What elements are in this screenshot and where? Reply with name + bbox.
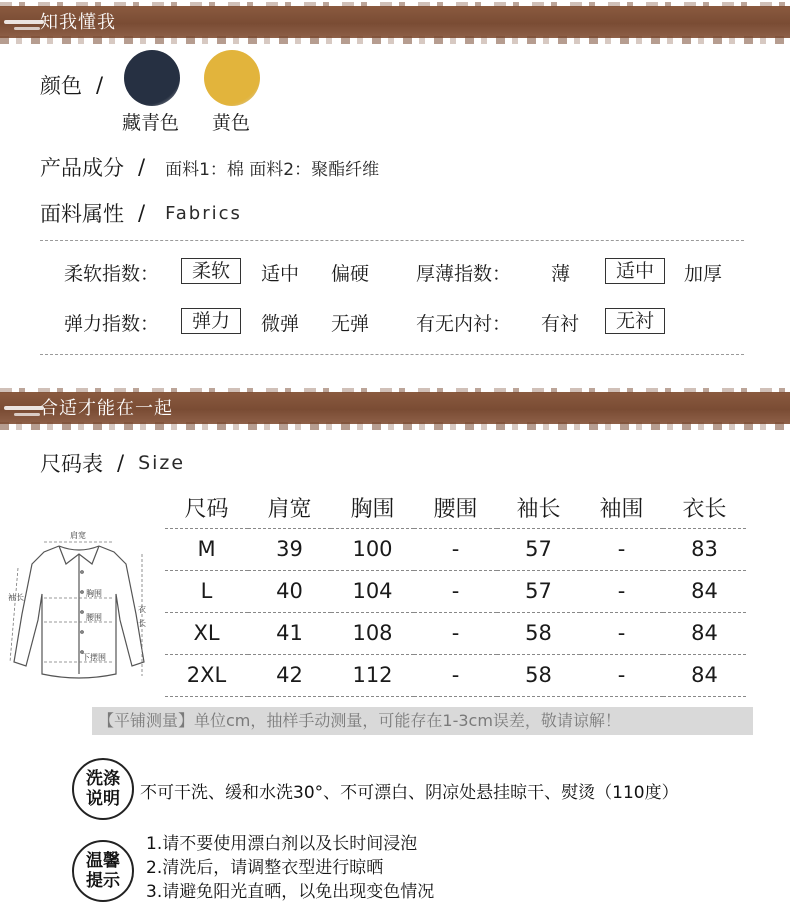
list-item: 3.请避免阳光直晒，以免出现变色情况: [146, 882, 435, 902]
diagram-label-hem: 下摆围: [82, 653, 106, 662]
table-cell: 84: [663, 612, 746, 654]
divider: [40, 240, 744, 241]
size-chart-en: Size: [138, 452, 186, 474]
elasticity-option-elastic: 弹力: [181, 308, 241, 334]
table-cell: 58: [497, 654, 580, 696]
table-cell: -: [580, 570, 663, 612]
softness-option-soft: 柔软: [181, 258, 241, 284]
lining-option-no: 无衬: [605, 308, 665, 334]
table-header-row: [165, 488, 746, 528]
separator-slash: /: [117, 451, 125, 475]
size-chart-heading: [40, 448, 185, 478]
table-cell: -: [414, 612, 497, 654]
banner-title: 合适才能在一起: [40, 398, 173, 419]
section-banner-fit: [0, 386, 790, 436]
size-table: [165, 488, 746, 697]
table-cell: 112: [331, 654, 414, 696]
care-text: 不可干洗、缓和水洗30°、不可漂白、阴凉处悬挂晾干、熨烫（110度）: [140, 783, 679, 803]
elasticity-option-slight: 微弹: [261, 313, 300, 335]
tips-badge: [72, 840, 134, 902]
table-header: 胸围: [331, 488, 414, 528]
table-cell: 57: [497, 528, 580, 570]
table-header: 尺码: [165, 488, 248, 528]
table-cell: -: [414, 528, 497, 570]
table-cell: 41: [248, 612, 331, 654]
softness-label: 柔软指数：: [64, 263, 160, 285]
table-header: 衣长: [663, 488, 746, 528]
table-cell: 57: [497, 570, 580, 612]
shirt-measurement-diagram: [4, 524, 154, 694]
fabric-label: 面料属性: [40, 202, 124, 226]
diagram-label-length: 长: [138, 619, 146, 628]
color-swatch-yellow[interactable]: [204, 50, 260, 106]
table-cell: -: [580, 612, 663, 654]
diagram-label-sleeve: 袖长: [8, 593, 24, 602]
separator-slash: /: [138, 155, 146, 179]
color-label: 颜色: [40, 74, 82, 98]
table-row: [165, 654, 746, 696]
diagram-label-length: 衣: [138, 605, 146, 614]
table-cell: 2XL: [165, 654, 248, 696]
color-swatch-navy[interactable]: [124, 50, 180, 106]
lining-option-yes: 有衬: [541, 313, 580, 335]
color-row: [40, 70, 117, 100]
table-cell: 40: [248, 570, 331, 612]
thickness-option-thick: 加厚: [684, 263, 723, 285]
color-name-yellow: 黄色: [212, 112, 251, 134]
composition-label: 产品成分: [40, 156, 124, 180]
tips-list: [146, 832, 434, 904]
table-cell: XL: [165, 612, 248, 654]
table-cell: L: [165, 570, 248, 612]
table-cell: 83: [663, 528, 746, 570]
banner-title: 知我懂我: [40, 12, 116, 33]
softness-option-medium: 适中: [261, 263, 300, 285]
elasticity-label: 弹力指数：: [64, 313, 160, 335]
measurement-note: 【平铺测量】单位cm，抽样手动测量，可能存在1-3cm误差，敬请谅解！: [92, 707, 753, 735]
tips-badge-line1: 温馨: [86, 851, 120, 871]
table-cell: 39: [248, 528, 331, 570]
table-header: 袖围: [580, 488, 663, 528]
table-row: [165, 570, 746, 612]
separator-slash: /: [138, 201, 146, 225]
diagram-label-shoulder: 肩宽: [70, 531, 86, 540]
thickness-option-thin: 薄: [551, 263, 571, 285]
tips-badge-line2: 提示: [86, 871, 120, 891]
composition-value: 面料1：棉 面料2：聚酯纤维: [165, 159, 380, 180]
table-cell: M: [165, 528, 248, 570]
care-badge: [72, 758, 134, 820]
table-cell: -: [580, 654, 663, 696]
table-cell: 42: [248, 654, 331, 696]
table-row: [165, 612, 746, 654]
section-banner-know-me: [0, 0, 790, 50]
care-badge-line1: 洗涤: [86, 769, 120, 789]
size-chart-label: 尺码表: [40, 452, 103, 476]
table-cell: 100: [331, 528, 414, 570]
list-item: 2.清洗后，请调整衣型进行晾晒: [146, 858, 384, 878]
color-name-navy: 藏青色: [122, 112, 180, 134]
thickness-option-medium: 适中: [605, 258, 665, 284]
table-cell: 108: [331, 612, 414, 654]
fabric-value: Fabrics: [165, 202, 242, 224]
table-cell: -: [414, 654, 497, 696]
softness-option-hard: 偏硬: [331, 263, 370, 285]
lining-label: 有无内衬：: [416, 313, 512, 335]
diagram-label-waist: 腰围: [86, 613, 102, 622]
fabric-row: [40, 198, 242, 228]
diagram-label-chest: 胸围: [86, 589, 102, 598]
thickness-label: 厚薄指数：: [416, 263, 512, 285]
table-row: [165, 528, 746, 570]
table-header: 腰围: [414, 488, 497, 528]
table-cell: -: [414, 570, 497, 612]
elasticity-option-none: 无弹: [331, 313, 370, 335]
table-cell: -: [580, 528, 663, 570]
table-header: 肩宽: [248, 488, 331, 528]
separator-slash: /: [96, 73, 104, 97]
table-header: 袖长: [497, 488, 580, 528]
composition-row: [40, 152, 379, 182]
table-cell: 58: [497, 612, 580, 654]
list-item: 1.请不要使用漂白剂以及长时间浸泡: [146, 834, 418, 854]
table-cell: 104: [331, 570, 414, 612]
divider: [40, 354, 744, 355]
care-badge-line2: 说明: [86, 789, 120, 809]
table-cell: 84: [663, 570, 746, 612]
table-cell: 84: [663, 654, 746, 696]
